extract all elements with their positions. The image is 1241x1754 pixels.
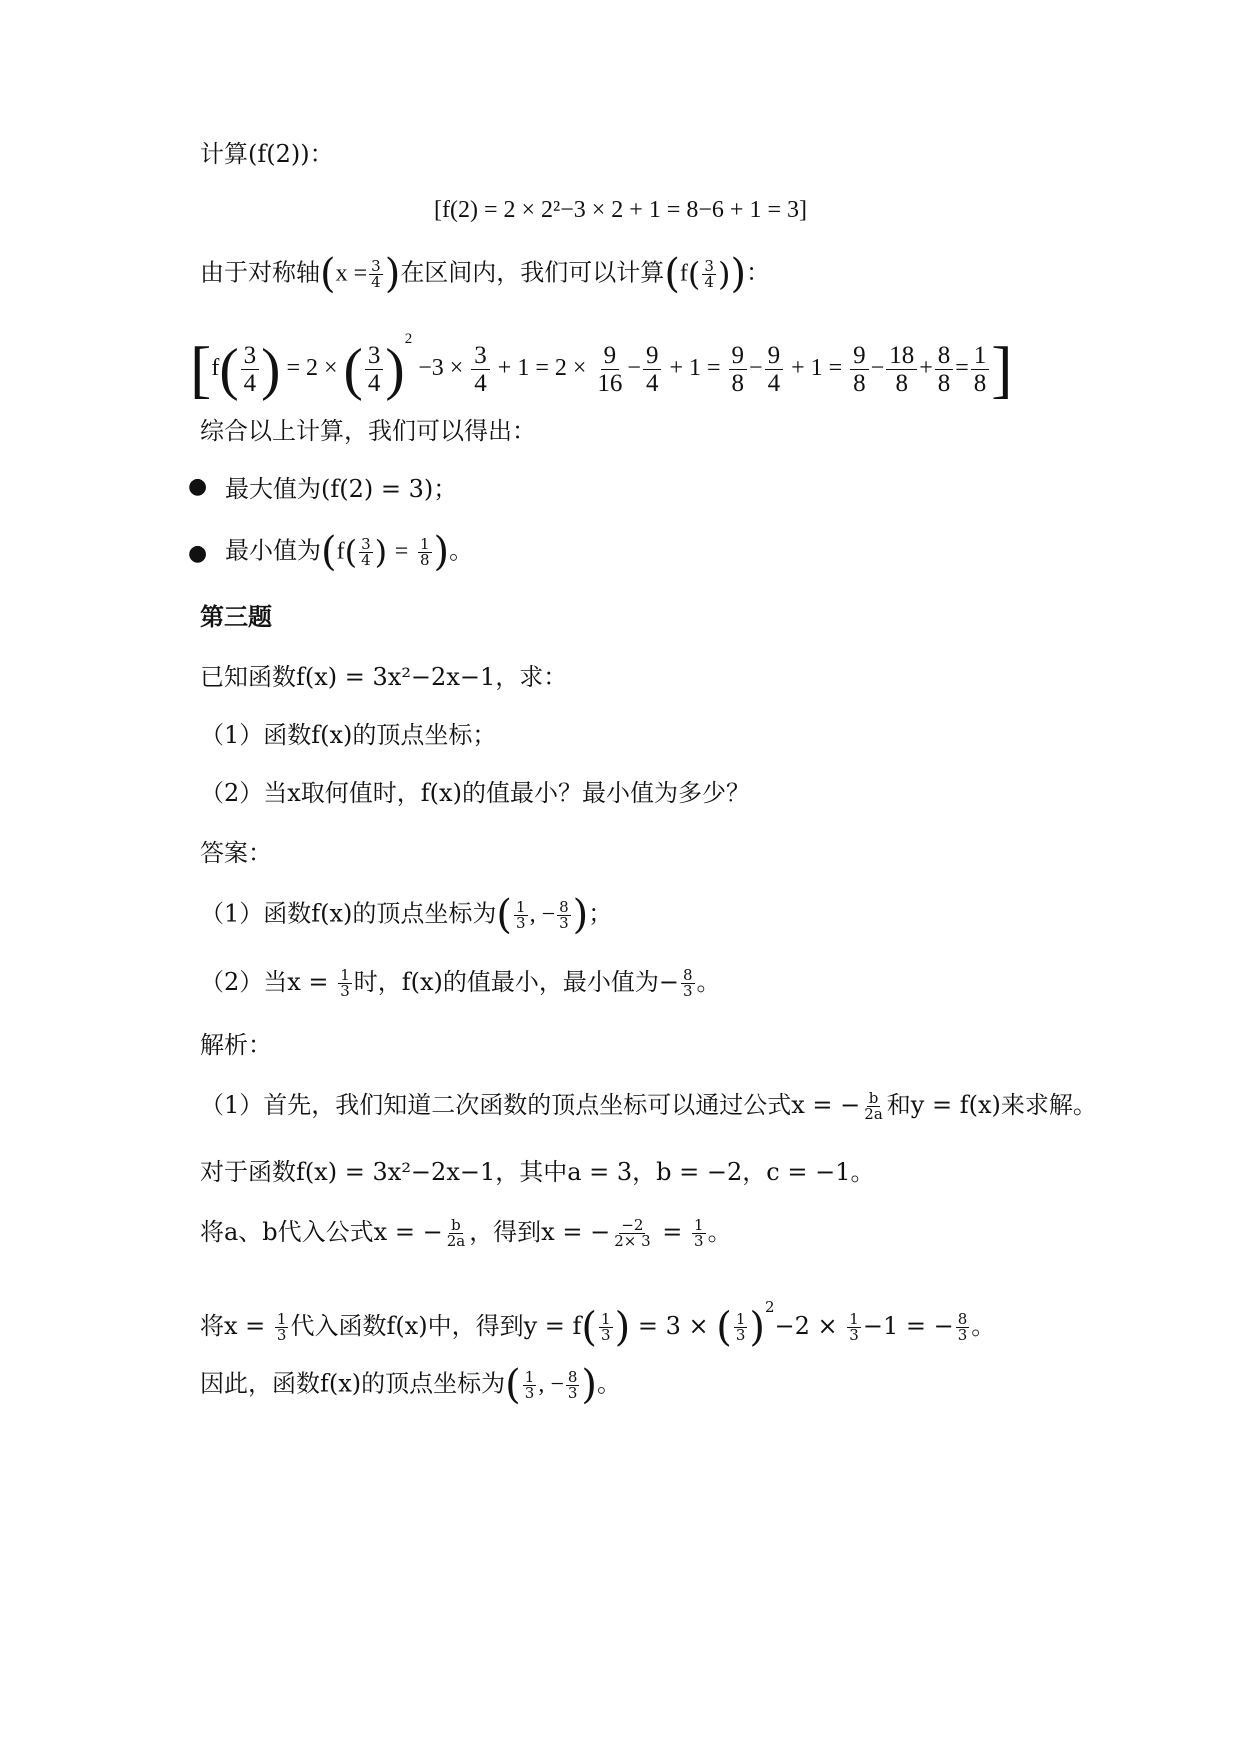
num: 3: [365, 342, 384, 370]
num: 9: [729, 342, 748, 370]
text: （1）首先，我们知道二次函数的顶点坐标可以通过公式x = −: [200, 1091, 861, 1119]
fraction: [734, 1312, 748, 1343]
fraction: [599, 1312, 613, 1343]
text-line: 综合以上计算，我们可以得出：: [200, 417, 536, 445]
den: 8: [419, 550, 430, 569]
num: 3: [704, 256, 714, 275]
bracket: [: [190, 333, 212, 405]
paren: (: [343, 336, 363, 402]
fraction: [418, 534, 432, 569]
analysis-line: [200, 1290, 1121, 1351]
den: 2a: [446, 1232, 466, 1250]
num: 9: [601, 342, 620, 370]
fraction: [862, 1091, 885, 1122]
den: 3: [735, 1326, 746, 1344]
den: 8: [937, 369, 951, 397]
math: + 1 =: [791, 355, 843, 381]
analysis-line: [200, 1362, 1121, 1408]
math: f: [211, 355, 220, 381]
section-heading: 第三题: [200, 602, 272, 631]
den: 4: [367, 369, 381, 397]
math: −: [749, 355, 763, 381]
paren: ): [433, 529, 450, 575]
math: +: [919, 355, 933, 381]
fraction: [971, 342, 990, 397]
den: 8: [973, 369, 987, 397]
text: 最小值为: [225, 536, 321, 565]
num: 9: [643, 342, 662, 370]
bullet-icon: ●: [188, 541, 208, 566]
fraction: [643, 342, 662, 397]
paren: ): [385, 336, 405, 402]
fraction: [956, 1312, 970, 1343]
question-line: 已知函数f(x) = 3x²−2x−1，求：: [200, 663, 568, 691]
math: , −: [538, 1371, 564, 1398]
text: −1 = −: [862, 1312, 954, 1340]
paren: ): [717, 255, 731, 293]
den: 4: [767, 369, 781, 397]
bracket: ]: [991, 333, 1013, 405]
paren: (: [716, 1304, 732, 1351]
num: 9: [765, 342, 784, 370]
text: 。: [707, 1218, 732, 1246]
question-line: （1）函数f(x)的顶点坐标；: [200, 721, 497, 749]
math: −: [870, 355, 885, 381]
paren: (: [344, 533, 358, 571]
paren: (: [664, 251, 680, 297]
num: 1: [340, 966, 350, 984]
text-line-axis: 由于对称轴(x = $\frac{3}{4}$ )在区间内，我们可以计算(f( $\frac{3}{4}$ ))：: [200, 251, 771, 297]
paren: (: [505, 1362, 521, 1408]
num: −2: [621, 1216, 644, 1234]
paren: ): [384, 251, 401, 297]
num: 1: [276, 1310, 287, 1328]
text: 。: [971, 1312, 996, 1340]
answer-line: [200, 892, 1121, 938]
text-line: 计算(f(2))：: [200, 140, 334, 168]
fraction-3-4: [702, 256, 716, 291]
paren: ): [749, 1304, 765, 1351]
den: 3: [516, 913, 526, 932]
analysis-line: 对于函数f(x) = 3x²−2x−1，其中a = 3，b = −2，c = −1。: [200, 1158, 875, 1186]
num: 3: [241, 342, 260, 370]
num: 1: [849, 1310, 859, 1328]
den: 3: [849, 1326, 859, 1344]
den: 16: [597, 369, 623, 397]
den: 3: [559, 913, 569, 932]
num: 8: [567, 1367, 578, 1386]
den: 3: [340, 982, 350, 1000]
den: 3: [601, 1326, 611, 1344]
text: 和y = f(x)来求解。: [886, 1091, 1097, 1119]
paren: ): [614, 1304, 631, 1351]
den: 3: [524, 1383, 535, 1402]
den: 3: [957, 1326, 968, 1344]
equation-f-3-4: [190, 322, 1121, 405]
fraction: [612, 1218, 652, 1249]
den: 4: [645, 369, 659, 397]
text: 将a、b代入公式x = −: [200, 1218, 443, 1246]
fraction: [847, 1312, 861, 1343]
exponent: 2: [404, 331, 413, 347]
paren: (: [219, 336, 239, 402]
paren: (: [320, 251, 336, 297]
analysis-line: [200, 1088, 1121, 1122]
math: , −: [529, 901, 556, 928]
text: 。: [449, 536, 474, 565]
math: =: [955, 355, 969, 381]
bullet-icon: ●: [188, 474, 208, 499]
fraction: [692, 1218, 706, 1249]
math: −: [627, 355, 641, 381]
fraction: [241, 342, 260, 397]
bullet-item-max: 最大值为(f(2) = 3)；: [225, 475, 458, 503]
num: b: [451, 1216, 461, 1234]
answer-label: 答案：: [200, 839, 272, 867]
text: （2）当x =: [200, 968, 329, 996]
num: 1: [601, 1310, 611, 1328]
den: 4: [361, 550, 371, 569]
num: 8: [683, 966, 693, 984]
paren: ): [261, 336, 281, 402]
den: 3: [694, 1232, 704, 1250]
text: 将x =: [200, 1312, 266, 1340]
fraction: [471, 342, 490, 397]
den: 8: [853, 369, 866, 397]
fraction: [681, 968, 695, 999]
fraction: [935, 342, 954, 397]
text: 因此，函数f(x)的顶点坐标为: [200, 1369, 506, 1398]
text: ；: [588, 899, 613, 928]
text: 。: [597, 1369, 622, 1398]
paren: ): [374, 533, 388, 571]
den: 3: [567, 1383, 578, 1402]
fraction: [523, 1367, 537, 1402]
text: 。: [696, 968, 721, 996]
num: 9: [850, 342, 869, 370]
paren: (: [496, 892, 513, 938]
exponent: 2: [764, 1298, 775, 1316]
bullet-item-min: [225, 529, 1121, 575]
num: 1: [419, 534, 430, 553]
num: 8: [935, 342, 954, 370]
analysis-label: 解析：: [200, 1031, 272, 1059]
fraction: [557, 897, 571, 932]
paren: (: [581, 1304, 598, 1351]
paren: ): [581, 1362, 598, 1408]
math: f: [679, 260, 688, 287]
text: =: [662, 1218, 683, 1246]
analysis-line: [200, 1215, 1121, 1249]
text: = 3 ×: [637, 1312, 709, 1340]
text: （1）函数f(x)的顶点坐标为: [200, 899, 497, 928]
fraction: [729, 342, 748, 397]
fraction: [850, 342, 869, 397]
math: = 2 ×: [286, 355, 338, 381]
equation-f2: [f(2) = 2 × 2²−3 × 2 + 1 = 8−6 + 1 = 3]: [434, 197, 807, 223]
text: ，得到x = −: [469, 1218, 611, 1246]
paren: (: [321, 529, 337, 575]
den: 4: [704, 272, 714, 291]
num: 1: [971, 342, 990, 370]
math: + 1 = 2 ×: [497, 355, 587, 381]
math: =: [394, 538, 409, 565]
fraction: [365, 342, 384, 397]
paren: ): [572, 892, 589, 938]
den: 3: [683, 982, 693, 1000]
paren: (: [687, 255, 701, 293]
num: 3: [471, 342, 490, 370]
text: −2 ×: [774, 1312, 838, 1340]
num: b: [868, 1089, 879, 1107]
den: 4: [474, 369, 487, 397]
num: 1: [735, 1310, 746, 1328]
fraction: [445, 1218, 468, 1249]
math: −3 ×: [418, 355, 464, 381]
den: 2× 3: [614, 1232, 651, 1250]
num: 18: [886, 342, 917, 370]
num: 1: [694, 1216, 704, 1234]
question-line: （2）当x取何值时，f(x)的值最小？最小值为多少？: [200, 779, 750, 807]
fraction: [594, 342, 625, 397]
fraction: [566, 1367, 580, 1402]
den: 4: [243, 369, 257, 397]
den: 8: [731, 369, 745, 397]
num: 3: [361, 534, 371, 553]
text: 时，f(x)的值最小，最小值为−: [353, 968, 679, 996]
fraction: [514, 897, 528, 932]
math: + 1 =: [669, 355, 721, 381]
den: 2a: [864, 1105, 883, 1123]
text: 在区间内，我们可以计算: [400, 258, 665, 287]
den: 8: [895, 369, 908, 397]
den: 3: [276, 1326, 287, 1344]
answer-line: [200, 965, 1121, 999]
fraction: [359, 534, 373, 569]
math: f: [336, 538, 345, 565]
fraction: [886, 342, 917, 397]
num: 1: [516, 897, 526, 916]
num: 8: [957, 1310, 968, 1328]
fraction: [275, 1312, 289, 1343]
paren: ): [730, 251, 747, 297]
text: 代入函数f(x)中，得到y = f: [290, 1312, 582, 1340]
math: x =: [335, 260, 368, 287]
den: 4: [371, 272, 381, 291]
fraction-3-4: [369, 256, 383, 291]
num: 8: [559, 897, 569, 916]
fraction: [338, 968, 352, 999]
text: 由于对称轴: [200, 258, 320, 287]
num: 3: [371, 256, 381, 275]
fraction: [765, 342, 784, 397]
num: 1: [524, 1367, 535, 1386]
